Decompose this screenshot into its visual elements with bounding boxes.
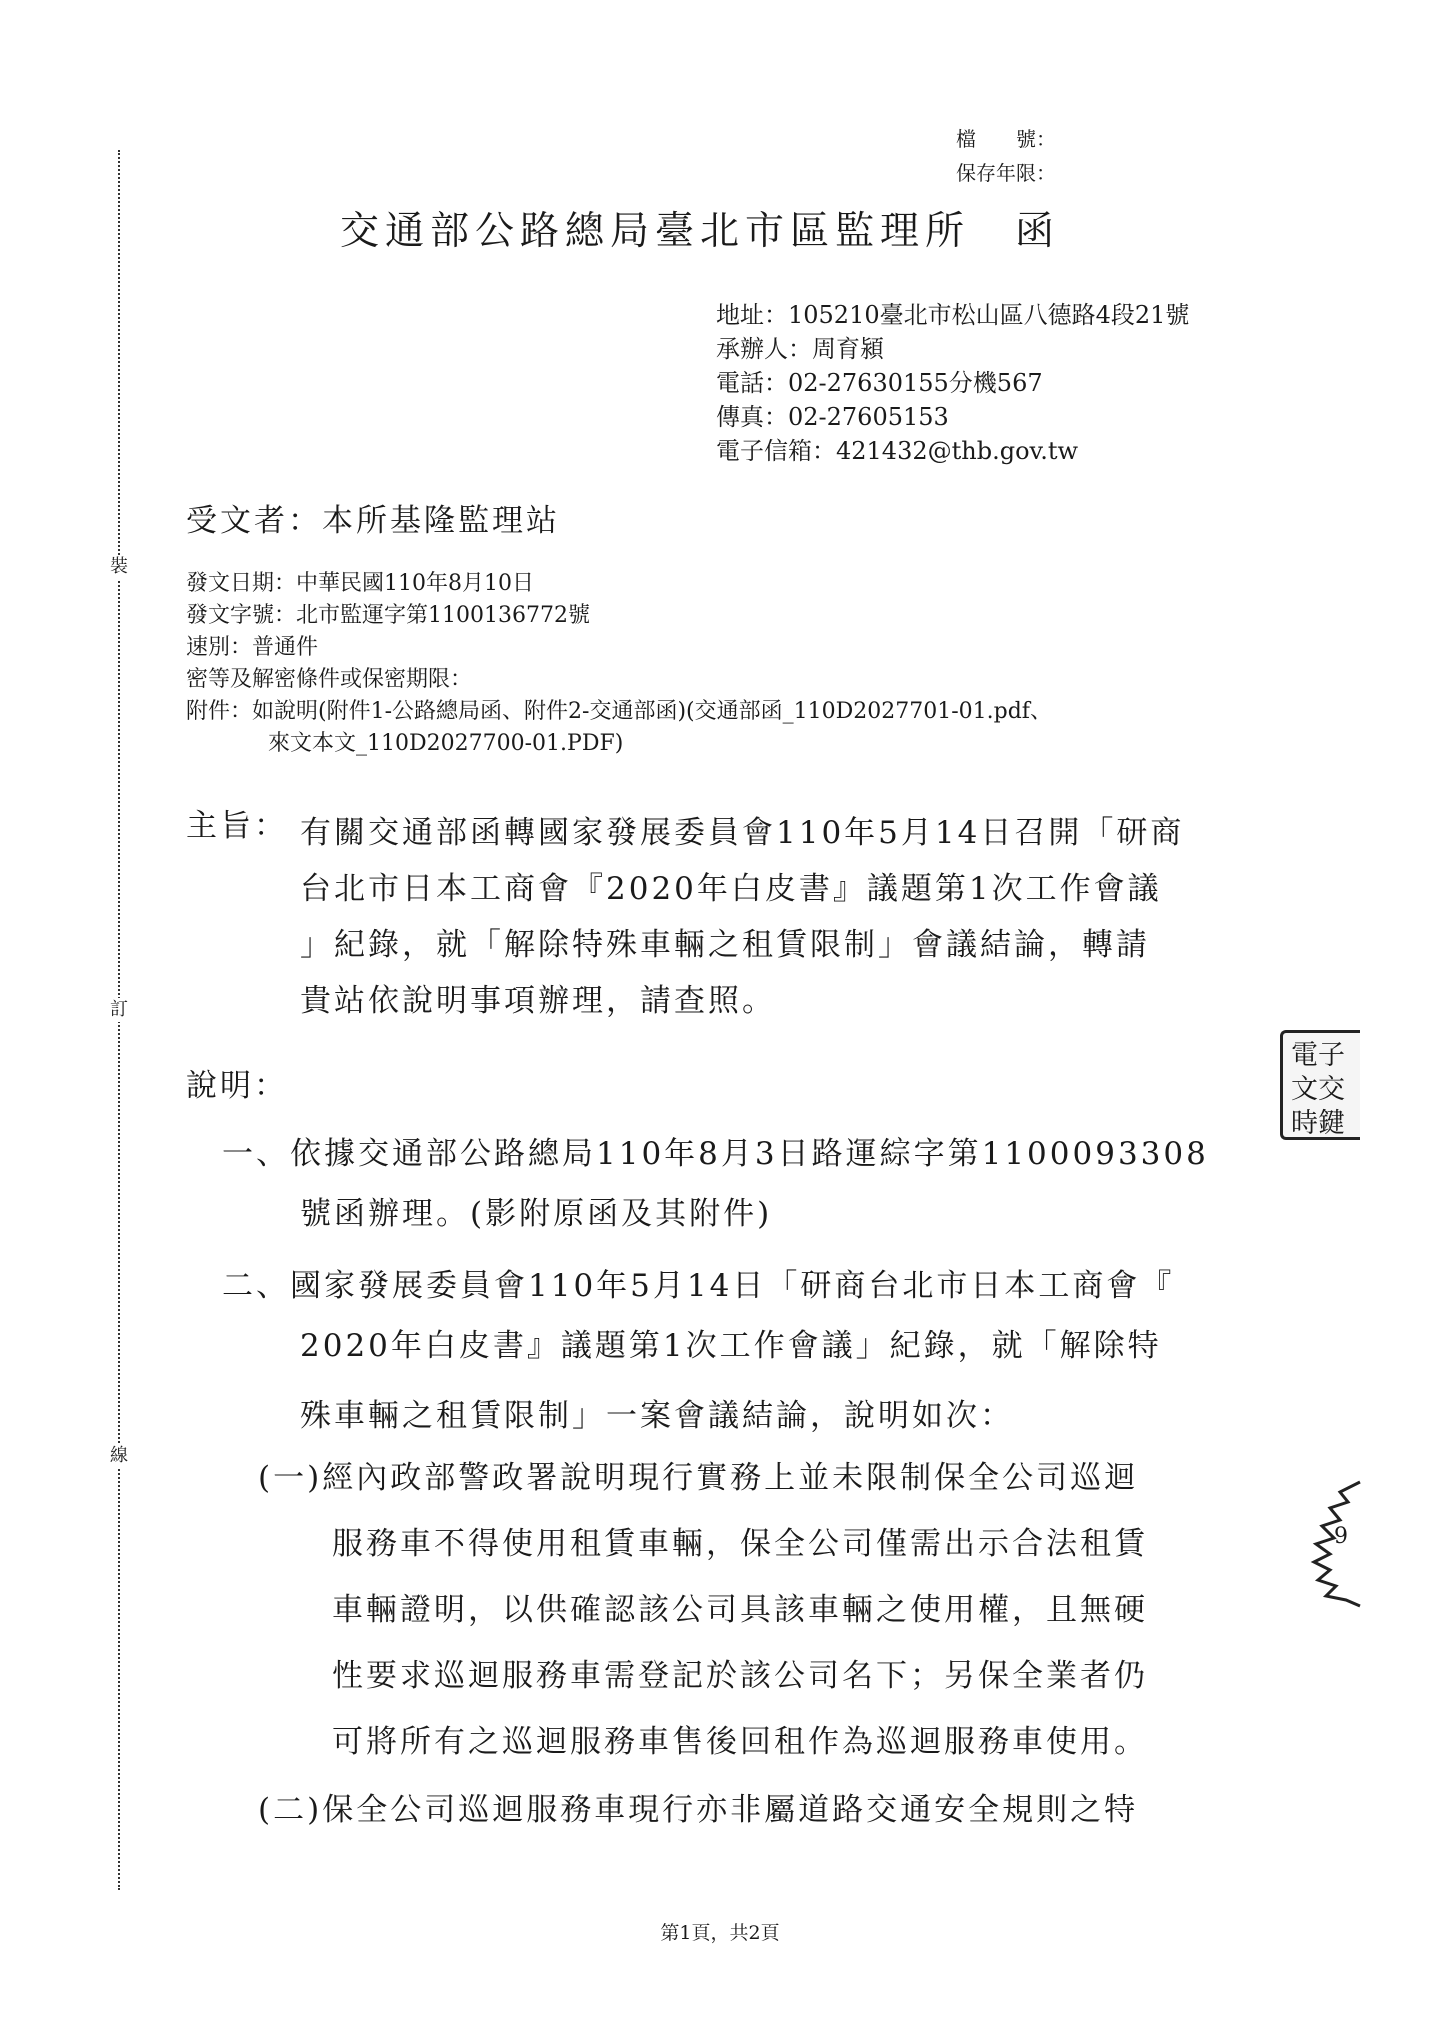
subject-line: 台北市日本工商會『2020年白皮書』議題第1次工作會議 (300, 871, 1162, 907)
explanation-sub-1-line: 可將所有之巡迴服務車售後回租作為巡迴服務車使用。 (332, 1724, 1148, 1760)
subject-text (300, 800, 1184, 1034)
delivery-speed: 速別：普通件 (186, 635, 319, 660)
sender-fax: 傳真：02-27605153 (716, 403, 949, 431)
attachment-line-1: 附件：如說明(附件1-公路總局函、附件2-交通部函)(交通部函_110D2027701-01.pdf、 (186, 699, 1052, 724)
explanation-item-2-line: 2020年白皮書』議題第1次工作會議」紀錄，就「解除特 (300, 1328, 1162, 1364)
electronic-exchange-stamp (1280, 1030, 1360, 1140)
explanation-sub-1-line: 車輛證明，以供確認該公司具該車輛之使用權，且無硬 (332, 1592, 1148, 1628)
explanation-item-2-line: 二、國家發展委員會110年5月14日「研商台北市日本工商會『 (222, 1268, 1175, 1304)
binding-mark-bottom: 線 (104, 1444, 134, 1468)
subject-line: 貴站依說明事項辦理，請查照。 (300, 983, 776, 1019)
binding-mark-top: 裝 (104, 555, 134, 579)
sender-info (716, 298, 1189, 468)
document-meta (186, 568, 1052, 760)
explanation-sub-1-line: (一)經內政部警政署說明現行實務上並未限制保全公司巡迴 (258, 1460, 1139, 1496)
subject-line: 」紀錄，就「解除特殊車輛之租賃限制」會議結論，轉請 (300, 927, 1150, 963)
seal-number: 9 (1334, 1524, 1348, 1549)
stamp-text: 時鍵 (1291, 1108, 1345, 1139)
subject-label: 主旨： (186, 808, 288, 844)
page-footer: 第1頁，共2頁 (660, 1922, 780, 1944)
file-number-label: 檔 號： (956, 127, 1056, 151)
binding-mark-middle: 訂 (104, 998, 134, 1022)
document-number: 發文字號：北市監運字第1100136772號 (186, 603, 590, 628)
explanation-item-2-line: 殊車輛之租賃限制」一案會議結論，說明如次： (300, 1398, 1014, 1434)
explanation-sub-1-line: 性要求巡迴服務車需登記於該公司名下；另保全業者仍 (332, 1658, 1148, 1694)
explanation-item-1-line: 一、依據交通部公路總局110年8月3日路運綜字第1100093308 (222, 1136, 1209, 1172)
issue-date: 發文日期：中華民國110年8月10日 (186, 571, 534, 596)
attachment-line-2: 來文本文_110D2027700-01.PDF) (268, 731, 624, 756)
sender-email: 電子信箱：421432@thb.gov.tw (716, 437, 1079, 465)
document-title: 交通部公路總局臺北市區監理所 函 (340, 209, 1061, 254)
explanation-sub-2-line: (二)保全公司巡迴服務車現行亦非屬道路交通安全規則之特 (258, 1792, 1139, 1828)
perforation-seal-icon (1300, 1478, 1362, 1608)
subject-line: 有關交通部函轉國家發展委員會110年5月14日召開「研商 (300, 815, 1185, 851)
sender-handler: 承辦人：周育潁 (716, 335, 884, 363)
sender-address: 地址：105210臺北市松山區八德路4段21號 (716, 301, 1190, 329)
sender-phone: 電話：02-27630155分機567 (716, 369, 1043, 397)
retention-label: 保存年限： (956, 161, 1056, 185)
stamp-text: 電子 (1291, 1040, 1345, 1071)
stamp-text: 文交 (1291, 1074, 1345, 1105)
explanation-item-1-line: 號函辦理。(影附原函及其附件) (300, 1196, 773, 1232)
explanation-sub-1-line: 服務車不得使用租賃車輛，保全公司僅需出示合法租賃 (332, 1526, 1148, 1562)
secrecy-level: 密等及解密條件或保密期限： (186, 667, 473, 692)
recipient: 受文者：本所基隆監理站 (186, 503, 560, 539)
file-info (956, 122, 1056, 190)
explanation-label: 說明： (186, 1068, 288, 1104)
